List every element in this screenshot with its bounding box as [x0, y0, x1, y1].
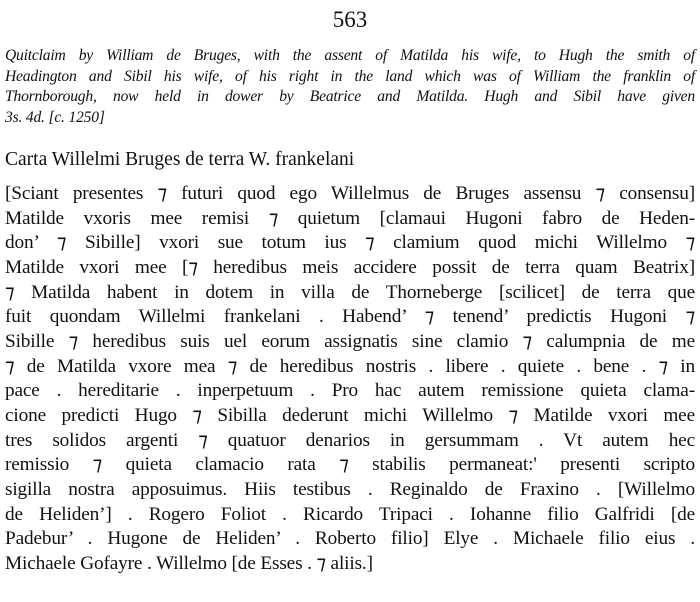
charter-text-line: Padebur’ . Hugone de Heliden’ . Roberto filio] Elye . Michaele filio eius . [5, 528, 695, 550]
charter-text-line: Sibille ⁊ heredibus suis uel eorum assignatis sine clamio ⁊ calumpnia de me [5, 330, 695, 352]
charter-summary [5, 46, 695, 128]
charter-text-line: ⁊ Matilda habent in dotem in villa de Thorneberge [scilicet] de terra que [5, 281, 695, 303]
charter-text-line: Matilde vxori mee [⁊ heredibus meis accidere possit de terra quam Beatrix] [5, 256, 695, 278]
charter-text-line: tres solidos argenti ⁊ quatuor denarios in gersummam . Vt autem hec [5, 429, 695, 451]
charter-text-line: don’ ⁊ Sibille] vxori sue totum ius ⁊ clamium quod michi Willelmo ⁊ [5, 232, 695, 254]
charter-text-line: fuit quondam Willelmi frankelani . Habend’ ⁊ tenend’ predictis Hugoni ⁊ [5, 306, 695, 328]
summary-line: Headington and Sibil his wife, of his right in the land which was of William the franklin of [5, 67, 695, 85]
charter-rubric: Carta Willelmi Bruges de terra W. frankelani [5, 149, 355, 170]
charter-text-line: remissio ⁊ quieta clamacio rata ⁊ stabilis permaneat:' presenti scripto [5, 454, 695, 476]
charter-text-line: [Sciant presentes ⁊ futuri quod ego Willelmus de Bruges assensu ⁊ consensu] [5, 183, 695, 204]
summary-line: Thornborough, now held in dower by Beatrice and Matilda. Hugh and Sibil have given [5, 88, 695, 105]
charter-text-line: de Heliden’] . Rogero Foliot . Ricardo Tripaci . Iohanne filio Galfridi [de [5, 503, 695, 525]
charter-text-line: ⁊ de Matilda vxore mea ⁊ de heredibus nostris . libere . quiete . bene . ⁊ in [5, 355, 695, 377]
charter-text-line: cione predicti Hugo ⁊ Sibilla dederunt michi Willelmo ⁊ Matilde vxori mee [5, 404, 695, 426]
charter-text-line: Matilde vxoris mee remisi ⁊ quietum [clamaui Hugoni fabro de Heden- [5, 207, 695, 229]
charter-text-line: sigilla nostra apposuimus. Hiis testibus . Reginaldo de Fraxino . [Willelmo [5, 478, 695, 500]
charter-text-line: Michaele Gofayre . Willelmo [de Esses . ⁊ aliis.] [5, 552, 373, 574]
charter-number: 563 [332, 7, 368, 32]
summary-date-line: 3s. 4d. [c. 1250] [5, 108, 105, 126]
charter-text [5, 182, 695, 577]
summary-line: Quitclaim by William de Bruges, with the assent of Matilda his wife, to Hugh the smith of [5, 47, 695, 64]
charter-text-line: pace . hereditarie . inperpetuum . Pro hac autem remissione quieta clama- [5, 380, 695, 402]
